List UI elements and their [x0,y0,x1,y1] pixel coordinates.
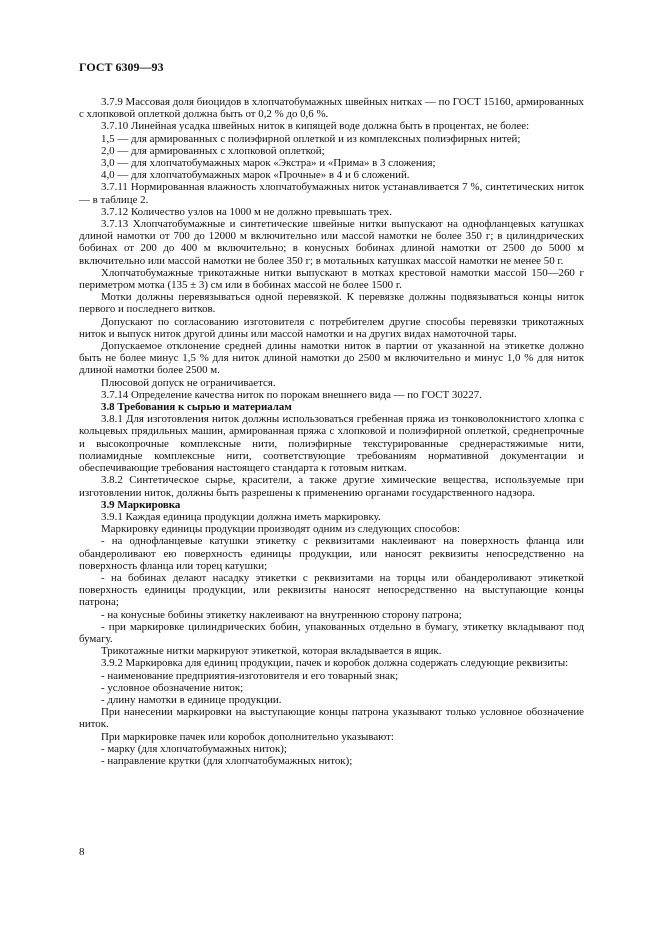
paragraph: При маркировке пачек или коробок дополнительно указывают: [101,730,394,743]
paragraph: Мотки должны перевязываться одной перевязкой. К перевязке должны подвязываться концы ниток первого и последнего витков. [79,291,584,316]
paragraph: - на однофланцевые катушки этикетку с реквизитами наклеивают на поверхность фланца или обандероливают ею поверхность единицы продукции, или наносят реквизиты непосредственно на поверхность фланца или торец катушки; [79,535,584,572]
paragraph: 2,0 — для армированных с хлопковой оплеткой; [101,144,325,157]
paragraph: 3.7.12 Количество узлов на 1000 м не должно превышать трех. [101,205,392,218]
paragraph: - при маркировке цилиндрических бобин, упакованных отдельно в бумагу, этикетку вкладывают под бумагу. [79,620,584,645]
paragraph: Плюсовой допуск не ограничивается. [101,376,276,389]
paragraph: 3.8.1 Для изготовления ниток должны использоваться гребенная пряжа из тонковолокнистого хлопка с кольцевых прядильных машин, армированная пряжа с хлопковой и полиэфирной оплеткой, среднепрочные и высокопрочные комплексные нити, полиэфирные текстурированные среднерастяжимые нити, полиамидные комплексные нити, соответствующие требованиям нормативной документации и обеспечивающие требования настоящего стандарта к готовым ниткам. [79,413,584,475]
paragraph: Трикотажные нитки маркируют этикеткой, которая вкладывается в ящик. [101,645,442,658]
paragraph: - на конусные бобины этикетку наклеивают на внутреннюю сторону патрона; [101,608,462,621]
paragraph: 3.7.11 Нормированная влажность хлопчатобумажных ниток устанавливается 7 %, синтетических ниток — в таблице 2. [79,181,584,206]
paragraph: Хлопчатобумажные трикотажные нитки выпускают в мотках крестовой намотки массой 150—260 г периметром мотка (135 ± 3) см или в бобинах массой не более 1500 г. [79,266,584,292]
paragraph: 3.7.10 Линейная усадка швейных ниток в кипящей воде должна быть в процентах, не более: [101,120,530,133]
paragraph: - на бобинах делают насадку этикетки с реквизитами на торцы или обандероливают этикеткой поверхность единицы продукции, или реквизиты наносят непосредственно на выступающие концы патрона; [79,571,584,609]
paragraph: Допускаемое отклонение средней длины намотки ниток в партии от указанной на этикетке должно быть не более минус 1,5 % для ниток длиной намотки до 2500 м включительно и минус 1,0 % для ниток длиной намотки более 2500 м. [79,340,584,377]
paragraph: 3.7.13 Хлопчатобумажные и синтетические швейные нитки выпускают на однофланцевых катушках длиной намотки от 700 до 12000 м включительно или массой намотки не более 350 г; в цилиндрических бобинах от 200 до 400 м включительно; в конусных бобинах длиной намотки от 2500 до 5000 м включительно или массой намотки не более 350 г; в мотальных катушках массой намотки не менее 50 г. [79,218,584,267]
paragraph: 3.7.9 Массовая доля биоцидов в хлопчатобумажных швейных нитках — по ГОСТ 15160, армированных с хлопковой оплеткой должна быть от 0,2 % до 0,6 %. [79,96,584,121]
paragraph: 1,5 — для армированных с полиэфирной оплеткой и из комплексных полиэфирных нитей; [101,132,521,145]
paragraph: - наименование предприятия-изготовителя и его товарный знак; [101,669,399,682]
paragraph: 3.9.2 Маркировка для единиц продукции, пачек и коробок должна содержать следующие реквизиты: [101,657,569,670]
paragraph: 4,0 — для хлопчатобумажных марок «Прочные» в 4 и 6 сложений. [101,169,410,182]
paragraph: 3,0 — для хлопчатобумажных марок «Экстра» и «Прима» в 3 сложения; [101,157,436,170]
paragraph: При нанесении маркировки на выступающие концы патрона указывают только условное обозначение ниток. [79,706,584,731]
paragraph: - направление крутки (для хлопчатобумажных ниток); [101,754,353,767]
paragraph: 3.7.14 Определение качества ниток по порокам внешнего вида — по ГОСТ 30227. [101,388,482,401]
paragraph: - условное обозначение ниток; [101,681,244,694]
paragraph: - длину намотки в единице продукции. [101,693,282,706]
paragraph: Допускают по согласованию изготовителя с потребителем другие способы перевязки трикотажных ниток и выпуск ниток другой длины или массой намотки и на других видах намоточной тары. [79,315,584,340]
document-body [79,96,584,767]
section-heading: 3.9 Маркировка [101,498,181,511]
document-header: ГОСТ 6309—93 [79,60,164,74]
page-number: 8 [79,846,85,858]
paragraph: - марку (для хлопчатобумажных ниток); [101,742,287,755]
paragraph: 3.9.1 Каждая единица продукции должна иметь маркировку. [101,510,381,523]
paragraph: Маркировку единицы продукции производят одним из следующих способов: [101,523,461,536]
section-heading: 3.8 Требования к сырью и материалам [101,401,292,414]
paragraph: 3.8.2 Синтетическое сырье, красители, а также другие химические вещества, используемые при изготовлении ниток, должны быть разрешены к применению органами государственного надзора. [79,474,584,499]
